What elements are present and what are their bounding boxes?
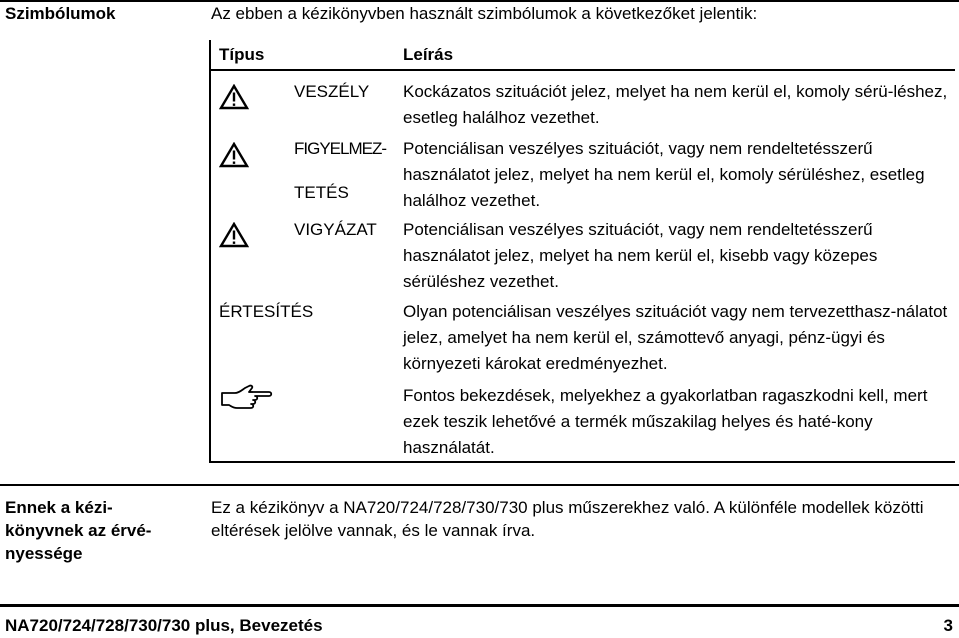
page-number: 3	[943, 616, 953, 635]
type-danger: VESZÉLY	[294, 82, 370, 101]
symbols-intro: Az ebben a kézikönyvben használt szimbólumok a következőket jelentik:	[211, 4, 758, 23]
col-header-desc: Leírás	[403, 45, 454, 64]
desc-notice: Olyan potenciálisan veszélyes szituációt vagy nem tervezetthasz-nálatot jelez, amelyet ha nem kerül el, számottevő anyagi, pénz-ügyi és környezeti károkat eredményezhet.	[403, 302, 948, 373]
symbols-section-title: Szimbólumok	[5, 4, 116, 23]
pointing-hand-icon	[219, 383, 273, 413]
warning-triangle-icon	[219, 222, 249, 248]
footer-rule	[0, 604, 959, 607]
desc-important: Fontos bekezdések, melyekhez a gyakorlatban ragaszkodni kell, mert ezek teszik lehetővé a termék műszakilag helyes és haté-kony használatát.	[403, 386, 928, 457]
type-notice: ÉRTESÍTÉS	[219, 302, 314, 321]
desc-warning: Potenciálisan veszélyes szituációt, vagy nem rendeltetésszerű használatot jelez, melyet ha nem kerül el, komoly sérüléshez, esetleg halálhoz vezethet.	[403, 139, 925, 210]
top-rule	[0, 0, 959, 2]
type-warning-line1: FIGYELMEZ-	[294, 139, 387, 158]
desc-caution: Potenciálisan veszélyes szituációt, vagy nem rendeltetésszerű használatot jelez, melyet ha nem kerül el, kisebb vagy közepes sérüléshez vezethet.	[403, 220, 878, 291]
type-warning-line2: TETÉS	[294, 183, 349, 202]
desc-danger: Kockázatos szituációt jelez, melyet ha nem kerül el, komoly sérü-léshez, esetleg halálhoz vezethet.	[403, 82, 948, 127]
validity-section-title: Ennek a kézi-könyvnek az érvé-nyessége	[5, 498, 152, 563]
type-caution: VIGYÁZAT	[294, 220, 377, 239]
section-rule	[0, 484, 959, 486]
validity-text: Ez a kézikönyv a NA720/724/728/730/730 plus műszerekhez való. A különféle modellek közötti eltérések jelölve vannak, és le vannak írva.	[211, 498, 924, 540]
col-header-type: Típus	[219, 45, 265, 64]
table-header-rule	[211, 69, 955, 71]
warning-triangle-icon	[219, 84, 249, 110]
footer-title: NA720/724/728/730/730 plus, Bevezetés	[5, 616, 323, 635]
warning-triangle-icon	[219, 142, 249, 168]
